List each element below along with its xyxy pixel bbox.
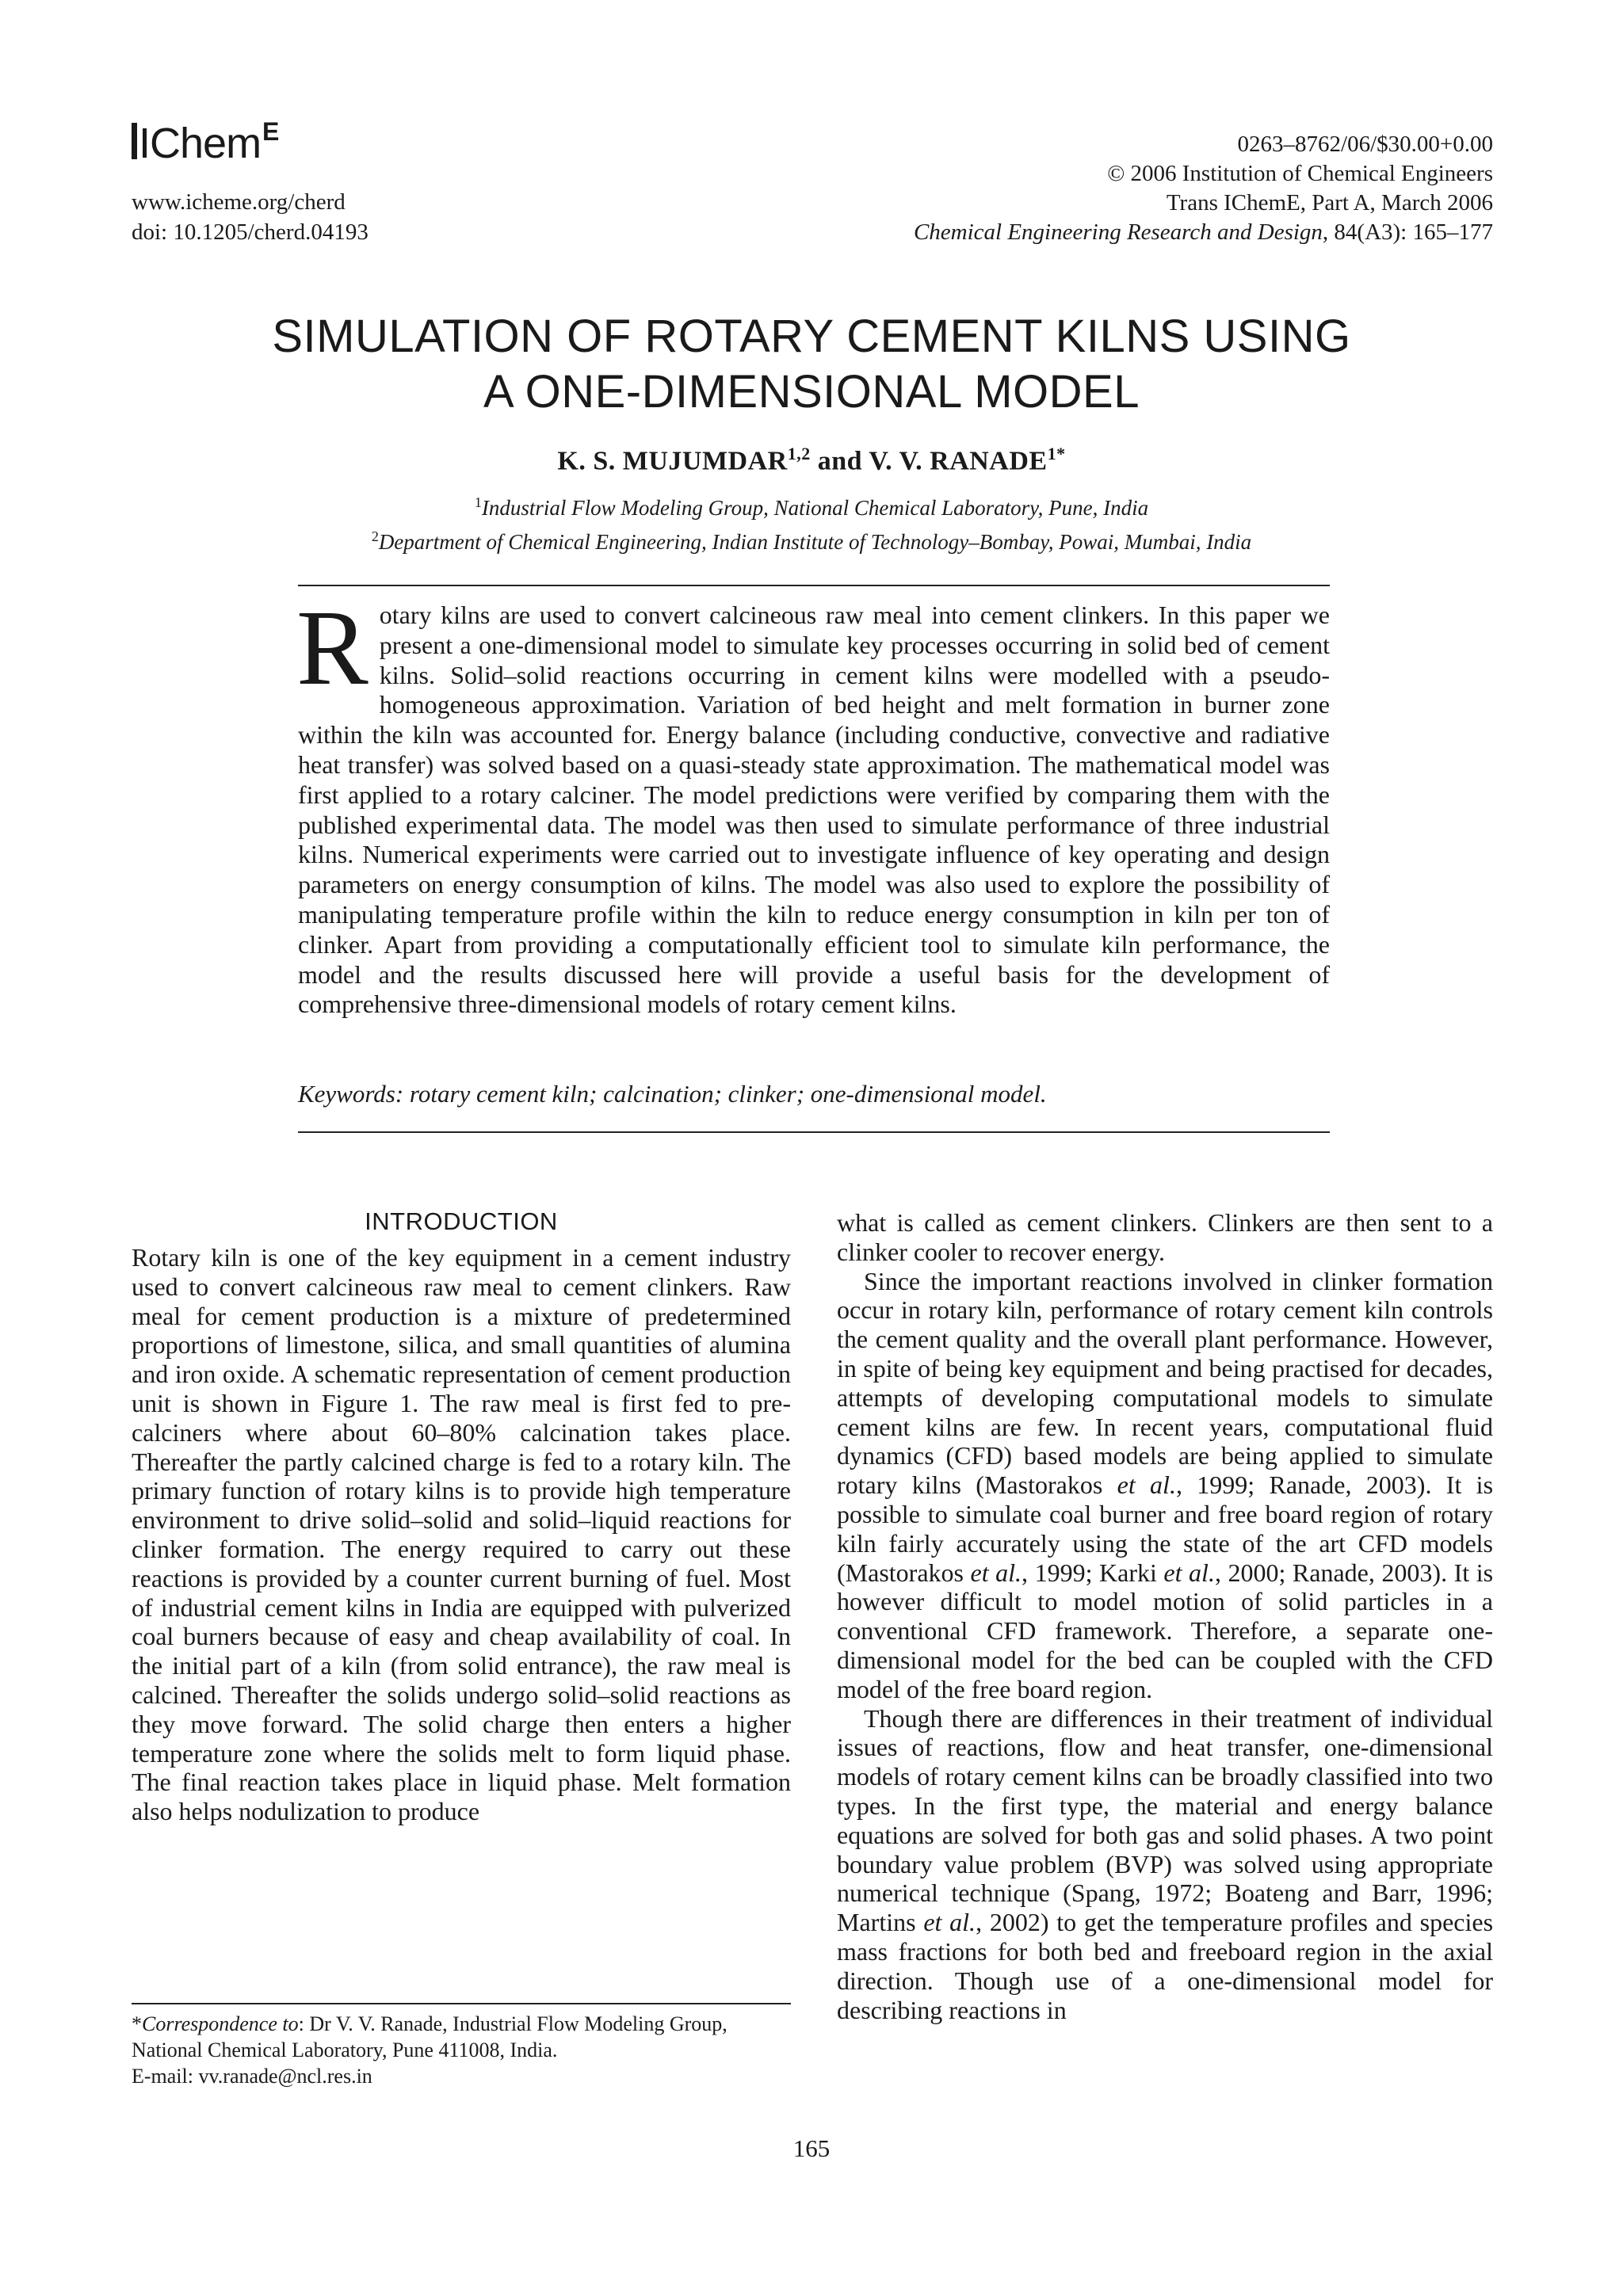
copyright: © 2006 Institution of Chemical Engineers	[1107, 161, 1493, 186]
trans-info: Trans IChemE, Part A, March 2006	[1166, 190, 1493, 215]
footnote-rule	[132, 2003, 791, 2004]
correspondence-label: Correspondence to	[142, 2012, 299, 2035]
affiliation-1: $^1$Industrial Flow Modeling Group, National Chemical Laboratory, Pune, India	[474, 494, 1149, 520]
citation-volume: , 84(A3): 165–177	[1322, 219, 1493, 245]
intro-paragraph-1: Rotary kiln is one of the key equipment in a cement industry used to convert calcineous raw meal to cement clinkers. Raw meal for cement production is a mixture of predetermined proportions of limestone, silica, and small quantities of alumina and iron oxide. A schematic representation of cement production unit is shown in Figure 1. The raw meal is first fed to pre-calciners where about 60–80% calcination takes place. Thereafter the partly calcined charge is fed to a rotary kiln. The primary function of rotary kilns is to provide high temperature environment to drive solid–solid and solid–liquid reactions for clinker formation. The energy required to carry out these reactions is provided by a counter current burning of fuel. Most of industrial cement kilns in India are equipped with pulverized coal burners because of easy and cheap availability of coal. In the initial part of a kiln (from solid entrance), the raw meal is calcined. Thereafter the solids undergo solid–solid reactions as they move forward. The solid charge then enters a higher temperature zone where the solids melt to form liquid phase. The final reaction takes place in liquid phase. Melt formation also helps nodulization to produce	[132, 1243, 791, 1826]
keywords: Keywords: rotary cement kiln; calcination; clinker; one-dimensional model.	[298, 1080, 1047, 1108]
abstract	[296, 589, 1330, 1020]
journal-name: Chemical Engineering Research and Design	[913, 219, 1323, 245]
correspondence-footnote: *Correspondence to: Dr V. V. Ranade, Industrial Flow Modeling Group, National Chemical Laboratory, Pune 411008, India. E-mail: vv.ranade@ncl.res.in	[132, 2011, 791, 2089]
intro-paragraph-1-continued: what is called as cement clinkers. Clinkers are then sent to a clinker cooler to recover energy.	[837, 1208, 1493, 1266]
abstract-top-rule	[298, 585, 1330, 586]
title-line-2: A ONE-DIMENSIONAL MODEL	[483, 366, 1140, 418]
intro-paragraph-2: Since the important reactions involved in clinker formation occur in rotary kiln, performance of rotary cement kiln controls the cement quality and the overall plant performance. However, in spite of being key equipment and being practised for decades, attempts of developing computational models to simulate cement kilns are few. In recent years, computational fluid dynamics (CFD) based models are being applied to simulate rotary kilns (Mastorakos et al., 1999; Ranade, 2003). It is possible to simulate coal burner and free board region of rotary kiln fairly accurately using the state of the art CFD models (Mastorakos et al., 1999; Karki et al., 2000; Ranade, 2003). It is however difficult to model motion of solid particles in a conventional CFD framework. Therefore, a separate one-dimensional model for the bed can be coupled with the CFD model of the free board region.	[837, 1266, 1494, 1703]
author-2-affiliation: 1*	[1047, 444, 1066, 463]
journal-website-link[interactable]: www.icheme.org/cherd	[132, 189, 346, 215]
journal-citation	[914, 218, 1493, 247]
introduction-heading: INTRODUCTION	[365, 1207, 558, 1235]
author-1-affiliation: 1,2	[787, 444, 811, 463]
left-column	[132, 1243, 791, 1826]
page-number: 165	[792, 2134, 831, 2162]
abstract-bottom-rule	[298, 1131, 1330, 1133]
affiliations	[0, 488, 1623, 556]
icheme-logo: IChem$^E$	[132, 119, 278, 165]
intro-paragraph-3: Though there are differences in their treatment of individual issues of reactions, flow and heat transfer, one-dimensional models of rotary cement kilns can be broadly classified into two types. In the first type, the material and energy balance equations are solved for both gas and solid phases. A two point boundary value problem (BVP) was solved using appropriate numerical technique (Spang, 1972; Boateng and Barr, 1996; Martins et al., 2002) to get the temperature profiles and species mass fractions for both bed and freeboard region in the axial direction. Though use of a one-dimensional model for describing reactions in	[837, 1703, 1494, 2024]
abstract-dropcap: R	[296, 589, 369, 707]
header-right	[914, 130, 1493, 247]
author-conjunction: and	[810, 446, 869, 476]
paper-title	[0, 309, 1623, 420]
affiliation-2: $^2$Department of Chemical Engineering, Indian Institute of Technology–Bombay, Powai, Mumbai, India	[371, 528, 1252, 554]
right-column	[837, 1208, 1493, 2024]
author-1: K. S. MUJUMDAR	[557, 446, 788, 476]
title-line-1: SIMULATION OF ROTARY CEMENT KILNS USING	[272, 311, 1351, 362]
header-left	[132, 187, 369, 247]
abstract-text: otary kilns are used to convert calcineous raw meal into cement clinkers. In this paper we present a one-dimensional model to simulate key processes occurring in solid bed of cement kilns. Solid–solid reactions occurring in cement kilns were modelled with a pseudo-homogeneous approximation. Variation of bed height and melt formation in burner zone within the kiln was accounted for. Energy balance (including conductive, convective and radiative heat transfer) was solved based on a quasi-steady state approximation. The mathematical model was first applied to a rotary calciner. The model predictions were verified by comparing them with the published experimental data. The model was then used to simulate performance of three industrial kilns. Numerical experiments were carried out to investigate influence of key operating and design parameters on energy consumption of kilns. The model was also used to explore the possibility of manipulating temperature profile within the kiln to reduce energy consumption in kiln per ton of clinker. Apart from providing a computationally efficient tool to simulate kiln performance, the model and the results discussed here will provide a useful basis for the development of comprehensive three-dimensional models of rotary cement kilns.	[298, 601, 1330, 1019]
doi-link[interactable]: doi: 10.1205/cherd.04193	[132, 219, 369, 245]
author-list	[0, 444, 1623, 476]
correspondence-email[interactable]: E-mail: vv.ranade@ncl.res.in	[132, 2065, 372, 2088]
author-2: V. V. RANADE	[869, 446, 1048, 476]
issn-price: 0263–8762/06/$30.00+0.00	[1237, 132, 1493, 157]
